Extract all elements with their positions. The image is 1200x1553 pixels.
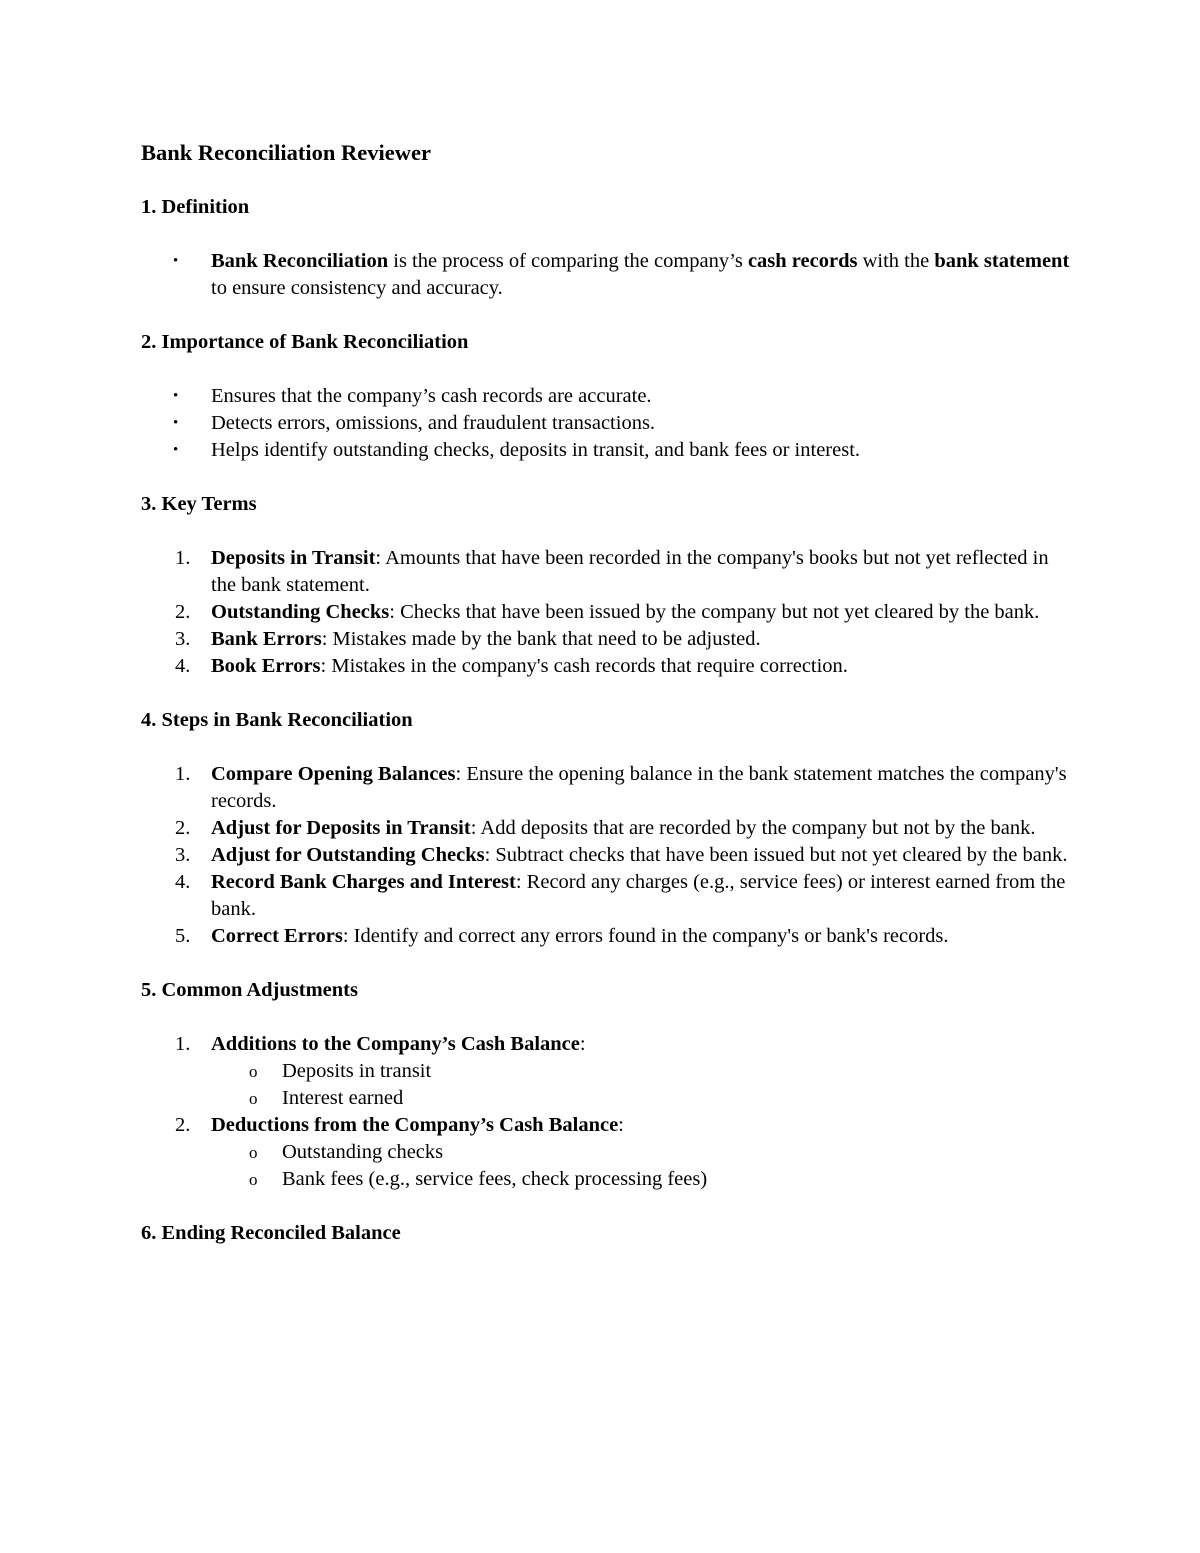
list-item xyxy=(141,626,1071,653)
list-item-text: Helps identify outstanding checks, deposits in transit, and bank fees or interest. xyxy=(211,439,861,461)
sub-list xyxy=(211,1139,1071,1193)
step-description: : Ensure the opening balance in the bank statement matches the company's records. xyxy=(211,763,1067,812)
sub-list xyxy=(211,1058,1071,1112)
sub-list-item-text: Bank fees (e.g., service fees, check processing fees) xyxy=(282,1168,708,1190)
section-heading-key-terms: 3. Key Terms xyxy=(141,493,257,515)
importance-list xyxy=(141,383,1071,464)
bullet-icon: • xyxy=(173,442,179,458)
steps-list xyxy=(141,761,1071,950)
list-number: 2. xyxy=(175,601,191,623)
document-title: Bank Reconciliation Reviewer xyxy=(141,140,431,165)
key-terms-list xyxy=(141,545,1071,680)
section-heading-steps: 4. Steps in Bank Reconciliation xyxy=(141,709,413,731)
list-item-text: Detects errors, omissions, and fraudulent transactions. xyxy=(211,412,656,434)
step-label: Correct Errors xyxy=(211,925,343,947)
term-bank-reconciliation: Bank Reconciliation xyxy=(211,250,389,272)
list-item xyxy=(141,761,1071,815)
list-item xyxy=(141,842,1071,869)
list-number: 3. xyxy=(175,844,191,866)
step-description: : Add deposits that are recorded by the company but not by the bank. xyxy=(470,817,1036,839)
step-description: : Record any charges (e.g., service fees) or interest earned from the bank. xyxy=(211,871,1066,920)
adjustment-label: Deductions from the Company’s Cash Balance xyxy=(211,1114,619,1136)
term-label: Bank Errors xyxy=(211,628,322,650)
step-label: Compare Opening Balances xyxy=(211,763,456,785)
list-item xyxy=(141,1031,1071,1112)
list-number: 5. xyxy=(175,925,191,947)
list-item xyxy=(141,545,1071,599)
adjustments-list xyxy=(141,1031,1071,1193)
list-item-text: Ensures that the company’s cash records are accurate. xyxy=(211,385,652,407)
sub-list-item xyxy=(211,1139,1071,1166)
circle-bullet-icon: o xyxy=(249,1170,258,1189)
step-description: : Identify and correct any errors found in the company's or bank's records. xyxy=(342,925,949,947)
list-number: 4. xyxy=(175,871,191,893)
list-item xyxy=(141,869,1071,923)
term-label: Book Errors xyxy=(211,655,321,677)
definition-text: with the xyxy=(857,250,935,272)
adjustment-colon: : xyxy=(618,1114,624,1136)
sub-list-item xyxy=(211,1166,1071,1193)
sub-list-item xyxy=(211,1058,1071,1085)
list-item xyxy=(141,437,1071,464)
list-number: 4. xyxy=(175,655,191,677)
definition-list xyxy=(141,248,1071,302)
list-item xyxy=(141,383,1071,410)
sub-list-item-text: Outstanding checks xyxy=(282,1141,444,1163)
bullet-icon: • xyxy=(173,388,179,404)
definition-text: to ensure consistency and accuracy. xyxy=(211,277,503,299)
sub-list-item-text: Interest earned xyxy=(282,1087,404,1109)
list-item xyxy=(141,815,1071,842)
list-item xyxy=(141,599,1071,626)
step-label: Adjust for Deposits in Transit xyxy=(211,817,471,839)
definition-text: is the process of comparing the company’s xyxy=(388,250,748,272)
list-number: 3. xyxy=(175,628,191,650)
circle-bullet-icon: o xyxy=(249,1062,258,1081)
bullet-icon: • xyxy=(173,253,179,269)
term-label: Outstanding Checks xyxy=(211,601,390,623)
step-description: : Subtract checks that have been issued but not yet cleared by the bank. xyxy=(484,844,1068,866)
adjustment-label: Additions to the Company’s Cash Balance xyxy=(211,1033,580,1055)
term-label: Deposits in Transit xyxy=(211,547,376,569)
section-heading-definition: 1. Definition xyxy=(141,196,250,218)
list-item xyxy=(141,653,1071,680)
list-number: 1. xyxy=(175,763,191,785)
sub-list-item xyxy=(211,1085,1071,1112)
list-item xyxy=(141,248,1071,302)
list-item xyxy=(141,410,1071,437)
step-label: Adjust for Outstanding Checks xyxy=(211,844,485,866)
list-number: 1. xyxy=(175,547,191,569)
list-item xyxy=(141,1112,1071,1193)
term-description: : Checks that have been issued by the company but not yet cleared by the bank. xyxy=(389,601,1040,623)
term-description: : Mistakes made by the bank that need to be adjusted. xyxy=(321,628,761,650)
step-label: Record Bank Charges and Interest xyxy=(211,871,516,893)
list-number: 2. xyxy=(175,817,191,839)
bullet-icon: • xyxy=(173,415,179,431)
list-item xyxy=(141,923,1071,950)
section-heading-importance: 2. Importance of Bank Reconciliation xyxy=(141,331,469,353)
circle-bullet-icon: o xyxy=(249,1143,258,1162)
list-number: 1. xyxy=(175,1033,191,1055)
sub-list-item-text: Deposits in transit xyxy=(282,1060,432,1082)
list-number: 2. xyxy=(175,1114,191,1136)
section-heading-ending-balance: 6. Ending Reconciled Balance xyxy=(141,1222,401,1244)
term-cash-records: cash records xyxy=(747,250,858,272)
term-description: : Amounts that have been recorded in the company's books but not yet reflected in the bank statement. xyxy=(211,547,1049,596)
circle-bullet-icon: o xyxy=(249,1089,258,1108)
document-page xyxy=(141,138,1071,1274)
term-description: : Mistakes in the company's cash records that require correction. xyxy=(320,655,848,677)
adjustment-colon: : xyxy=(579,1033,586,1055)
term-bank-statement: bank statement xyxy=(934,250,1070,272)
section-heading-common-adjustments: 5. Common Adjustments xyxy=(141,979,358,1001)
